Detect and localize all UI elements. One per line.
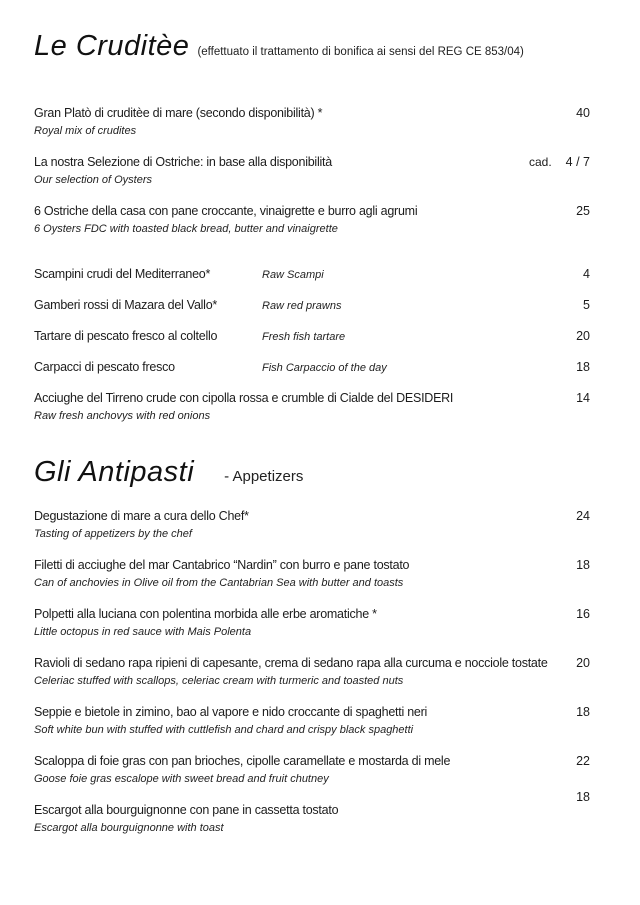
item-translation: Goose foie gras escalope with sweet bread and fruit chutney	[34, 773, 329, 785]
item-price: 4	[583, 267, 590, 281]
item-price-group	[568, 705, 590, 719]
menu-item	[34, 267, 590, 284]
item-price-group	[568, 106, 590, 120]
item-name: Gamberi rossi di Mazara del Vallo*	[34, 298, 218, 312]
item-name: Scaloppa di foie gras con pan brioches, cipolle caramellate e mostarda di mele	[34, 754, 451, 768]
item-price: 18	[576, 705, 590, 719]
menu-item	[34, 656, 590, 689]
menu-item	[34, 298, 590, 315]
item-name: 6 Ostriche della casa con pane croccante, vinaigrette e burro agli agrumi	[34, 204, 418, 218]
item-name: Scampini crudi del Mediterraneo*	[34, 267, 211, 281]
section-subtitle: (effettuato il trattamento di bonifica ai sensi del REG CE 853/04)	[197, 46, 524, 58]
item-price-group	[568, 607, 590, 621]
item-price: 16	[576, 607, 590, 621]
section-title: Gli Antipasti	[34, 456, 195, 488]
item-name: Escargot alla bourguignonne con pane in cassetta tostato	[34, 803, 339, 817]
item-price-group	[568, 754, 590, 768]
item-name: Carpacci di pescato fresco	[34, 360, 175, 374]
item-translation: Our selection of Oysters	[34, 174, 152, 186]
item-translation-inline: Raw red prawns	[262, 300, 342, 312]
item-price: 25	[576, 204, 590, 218]
item-name: Degustazione di mare a cura dello Chef*	[34, 509, 249, 523]
menu-item	[34, 204, 590, 237]
item-price: 40	[576, 106, 590, 120]
section-header	[34, 450, 590, 499]
item-price-group	[568, 558, 590, 572]
item-price-group	[529, 155, 590, 169]
menu-item	[34, 558, 590, 591]
item-main-line	[34, 509, 590, 526]
menu-section	[34, 24, 590, 424]
item-translation: Soft white bun with stuffed with cuttlefish and chard and crispy black spaghetti	[34, 724, 414, 736]
item-translation: Little octopus in red sauce with Mais Polenta	[34, 626, 252, 638]
item-main-line	[34, 106, 590, 123]
item-price: 5	[583, 298, 590, 312]
item-price: 18	[576, 360, 590, 374]
item-main-line	[34, 558, 590, 575]
item-main-line	[34, 607, 590, 624]
item-translation: 6 Oysters FDC with toasted black bread, butter and vinaigrette	[34, 223, 338, 235]
item-translation: Can of anchovies in Olive oil from the Cantabrian Sea with butter and toasts	[34, 577, 404, 589]
menu-item	[34, 360, 590, 377]
item-price-group	[568, 267, 590, 281]
menu-item	[34, 329, 590, 346]
item-main-line	[34, 790, 590, 820]
item-main-line	[34, 155, 590, 172]
menu-item	[34, 790, 590, 836]
menu-item	[34, 754, 590, 787]
item-main-line	[34, 267, 590, 284]
item-main-line	[34, 329, 590, 346]
item-price-group	[568, 790, 590, 804]
item-translation-inline: Raw Scampi	[262, 269, 324, 281]
item-name: Polpetti alla luciana con polentina morbida alle erbe aromatiche *	[34, 607, 377, 621]
item-price-group	[568, 656, 590, 670]
item-name: Tartare di pescato fresco al coltello	[34, 329, 218, 343]
item-main-line	[34, 391, 590, 408]
item-list	[34, 106, 590, 424]
item-main-line	[34, 705, 590, 722]
item-price-group	[568, 391, 590, 405]
item-list	[34, 509, 590, 836]
item-price: 20	[576, 656, 590, 670]
section-subtitle: - Appetizers	[224, 468, 304, 485]
item-name: Gran Platò di cruditèe di mare (secondo disponibilità) *	[34, 106, 323, 120]
item-price: 24	[576, 509, 590, 523]
item-name: La nostra Selezione di Ostriche: in base alla disponibilità	[34, 155, 332, 169]
item-translation: Escargot alla bourguignonne with toast	[34, 822, 224, 834]
item-price: 18	[576, 790, 590, 804]
item-price-group	[568, 329, 590, 343]
item-price: 22	[576, 754, 590, 768]
item-price: 4 / 7	[565, 155, 590, 169]
item-price-group	[568, 204, 590, 218]
item-price: 14	[576, 391, 590, 405]
menu-item	[34, 155, 590, 188]
item-name: Acciughe del Tirreno crude con cipolla rossa e crumble di Cialde del DESIDERI	[34, 391, 454, 405]
menu-item	[34, 391, 590, 424]
item-name: Ravioli di sedano rapa ripieni di capesante, crema di sedano rapa alla curcuma e nocciole tostate	[34, 656, 548, 670]
item-translation-inline: Fish Carpaccio of the day	[262, 362, 387, 374]
item-name: Seppie e bietole in zimino, bao al vapore e nido croccante di spaghetti neri	[34, 705, 428, 719]
item-price-group	[568, 509, 590, 523]
item-name: Filetti di acciughe del mar Cantabrico “Nardin” con burro e pane tostato	[34, 558, 410, 572]
item-translation: Raw fresh anchovys with red onions	[34, 410, 211, 422]
menu-item	[34, 607, 590, 640]
item-price: 18	[576, 558, 590, 572]
item-price: 20	[576, 329, 590, 343]
menu-section	[34, 450, 590, 836]
item-main-line	[34, 360, 590, 377]
menu-item	[34, 705, 590, 738]
item-main-line	[34, 298, 590, 315]
item-unit: cad.	[528, 155, 552, 169]
section-title: Le Cruditèe	[34, 30, 190, 62]
section-header	[34, 24, 590, 74]
item-translation: Tasting of appetizers by the chef	[34, 528, 192, 540]
item-translation: Celeriac stuffed with scallops, celeriac cream with turmeric and toasted nuts	[34, 675, 404, 687]
item-main-line	[34, 656, 590, 673]
item-price-group	[568, 360, 590, 374]
item-main-line	[34, 204, 590, 221]
item-translation-inline: Fresh fish tartare	[262, 331, 346, 343]
item-translation: Royal mix of crudites	[34, 125, 137, 137]
menu-item	[34, 106, 590, 139]
item-price-group	[568, 298, 590, 312]
item-main-line	[34, 754, 590, 771]
menu-item	[34, 509, 590, 542]
